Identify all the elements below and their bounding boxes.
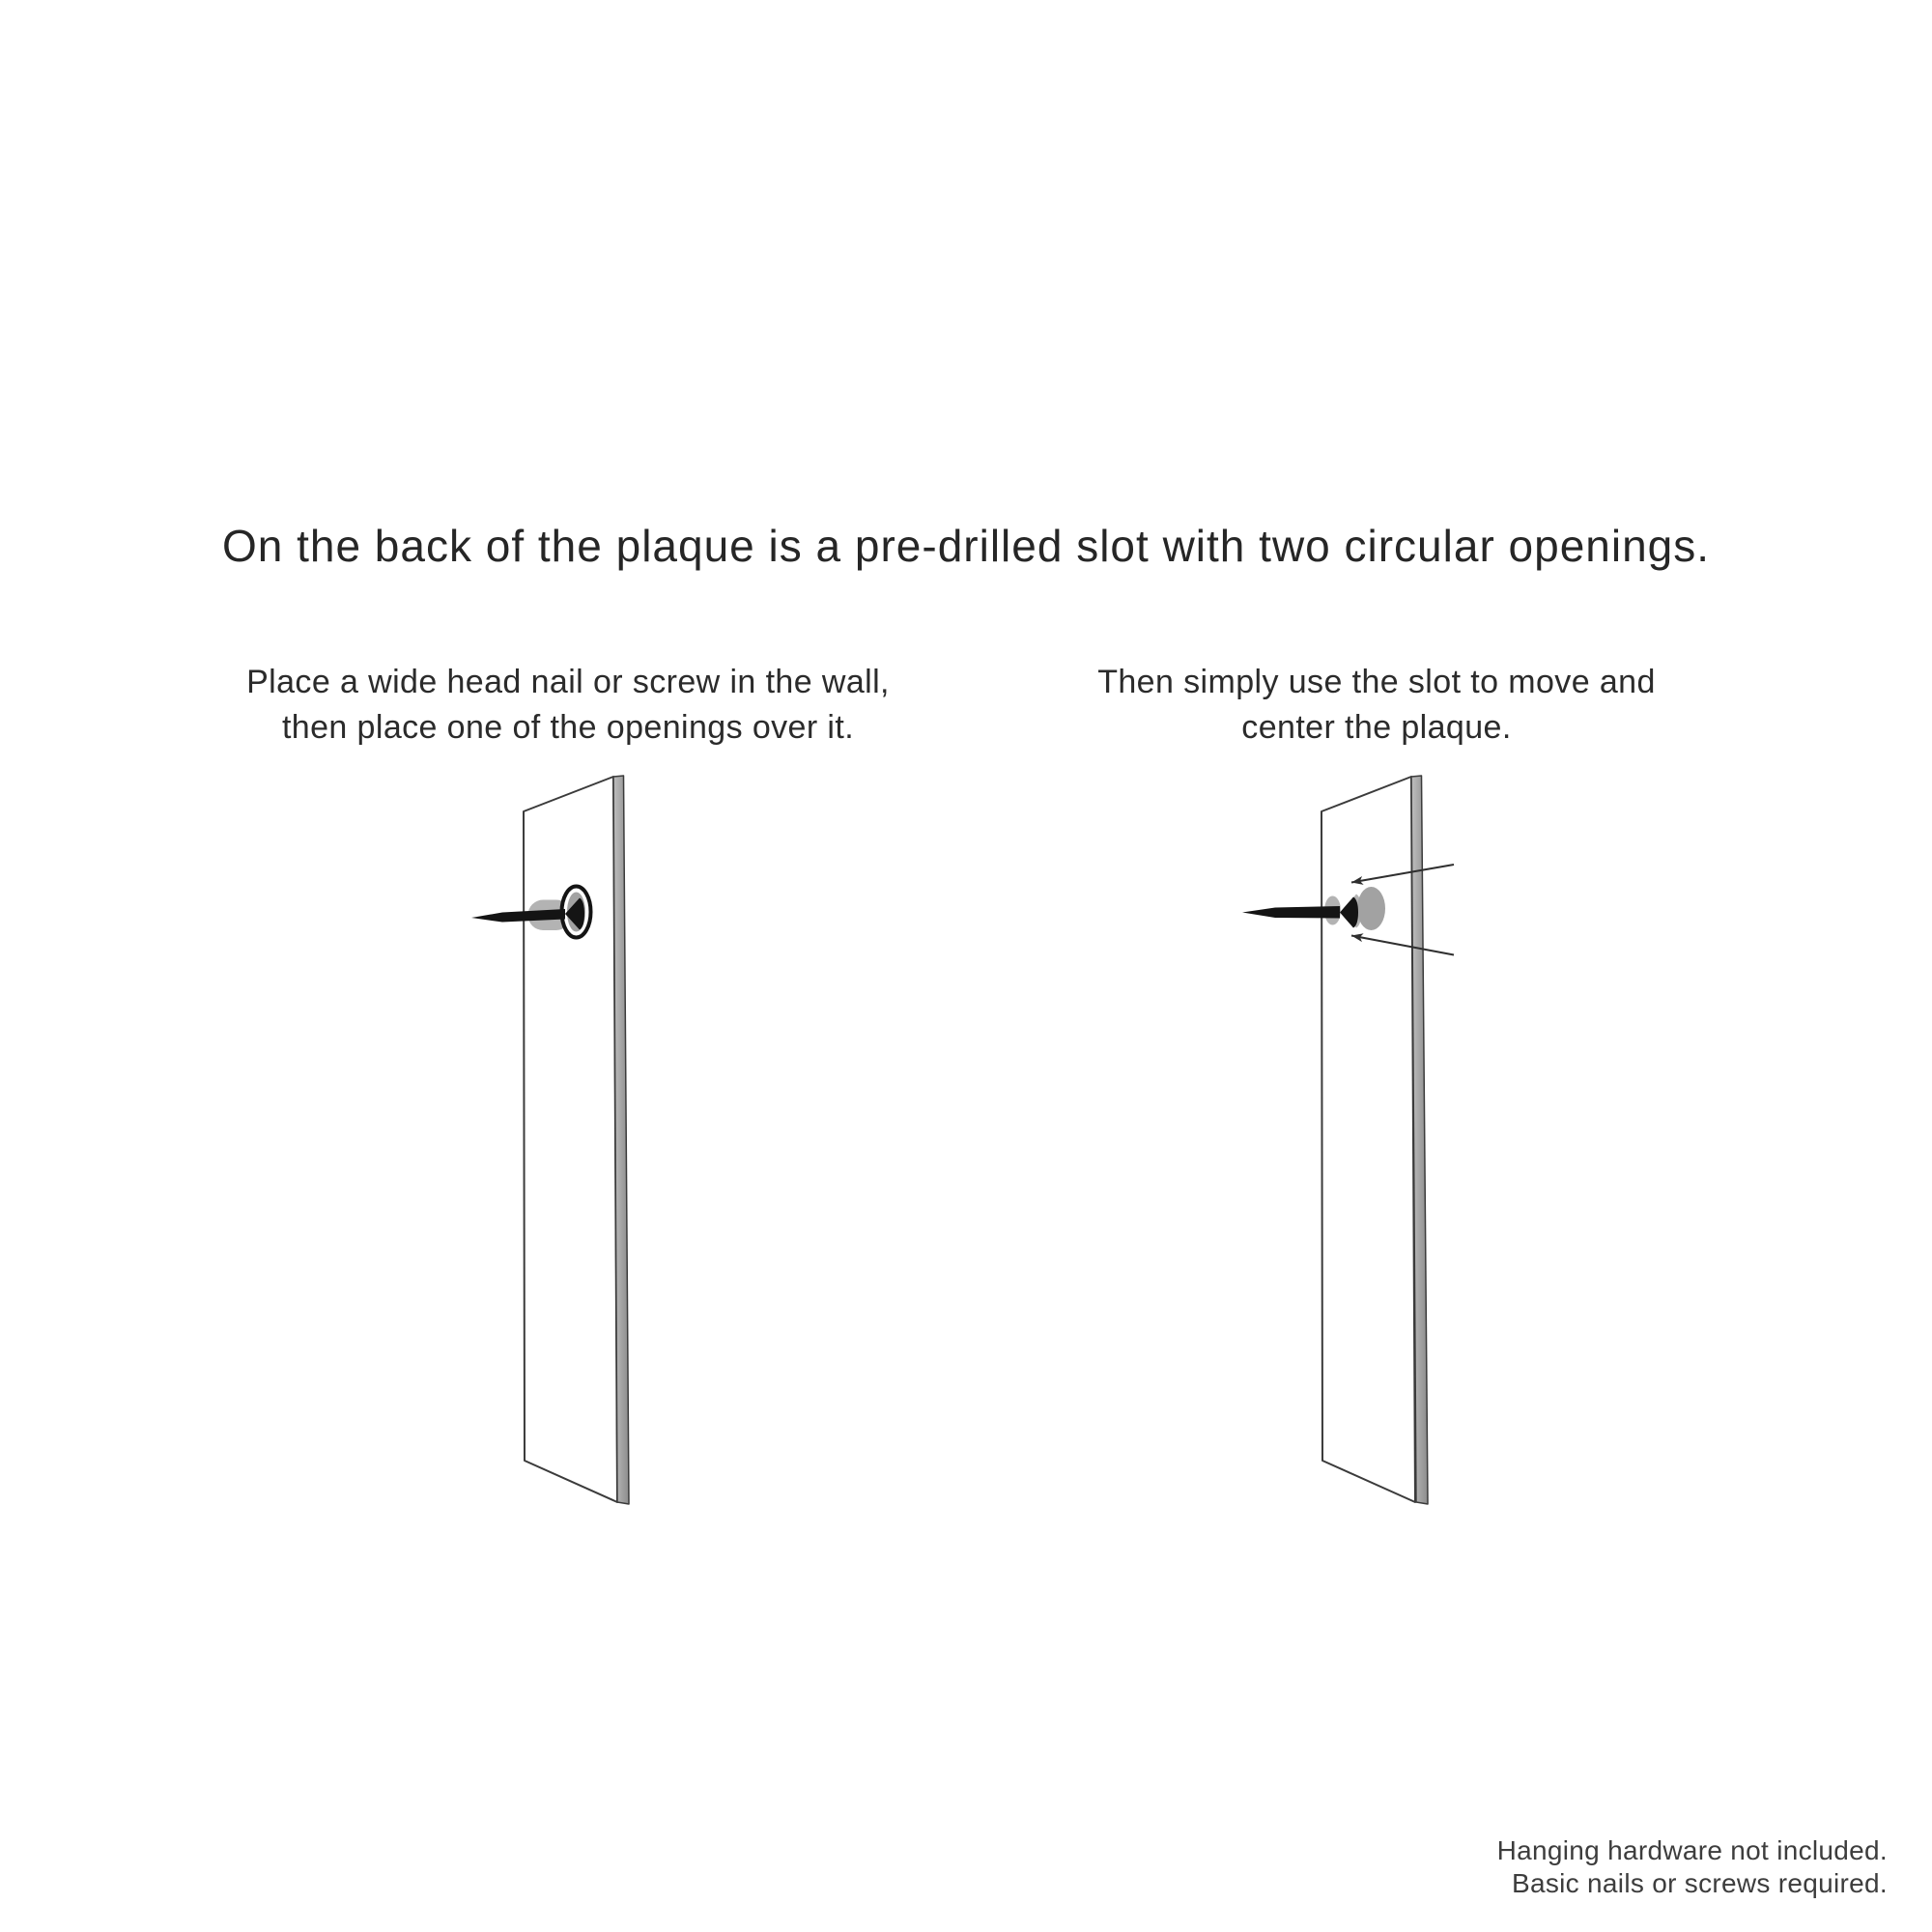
nail-head-large — [1357, 887, 1385, 930]
footnote-line1: Hanging hardware not included. — [1496, 1835, 1888, 1865]
step2-caption-line2: center the plaque. — [1241, 709, 1512, 746]
step1-caption-line2: then place one of the openings over it. — [281, 709, 855, 746]
plaque-front-face — [1321, 777, 1415, 1502]
step2-caption-line1: Then simply use the slot to move and — [1097, 664, 1656, 700]
hardware-footnote — [1497, 1834, 1888, 1900]
step1-caption-line1: Place a wide head nail or screw in the wall, — [246, 664, 890, 700]
footnote-line2: Basic nails or screws required. — [1512, 1868, 1888, 1898]
step1-diagram — [471, 776, 629, 1504]
step2-diagram — [1242, 776, 1454, 1504]
plaque-front-face — [524, 777, 617, 1502]
page-title: On the back of the plaque is a pre-drilled slot with two circular openings. — [221, 521, 1711, 571]
nail-shaft-icon — [1242, 906, 1340, 919]
